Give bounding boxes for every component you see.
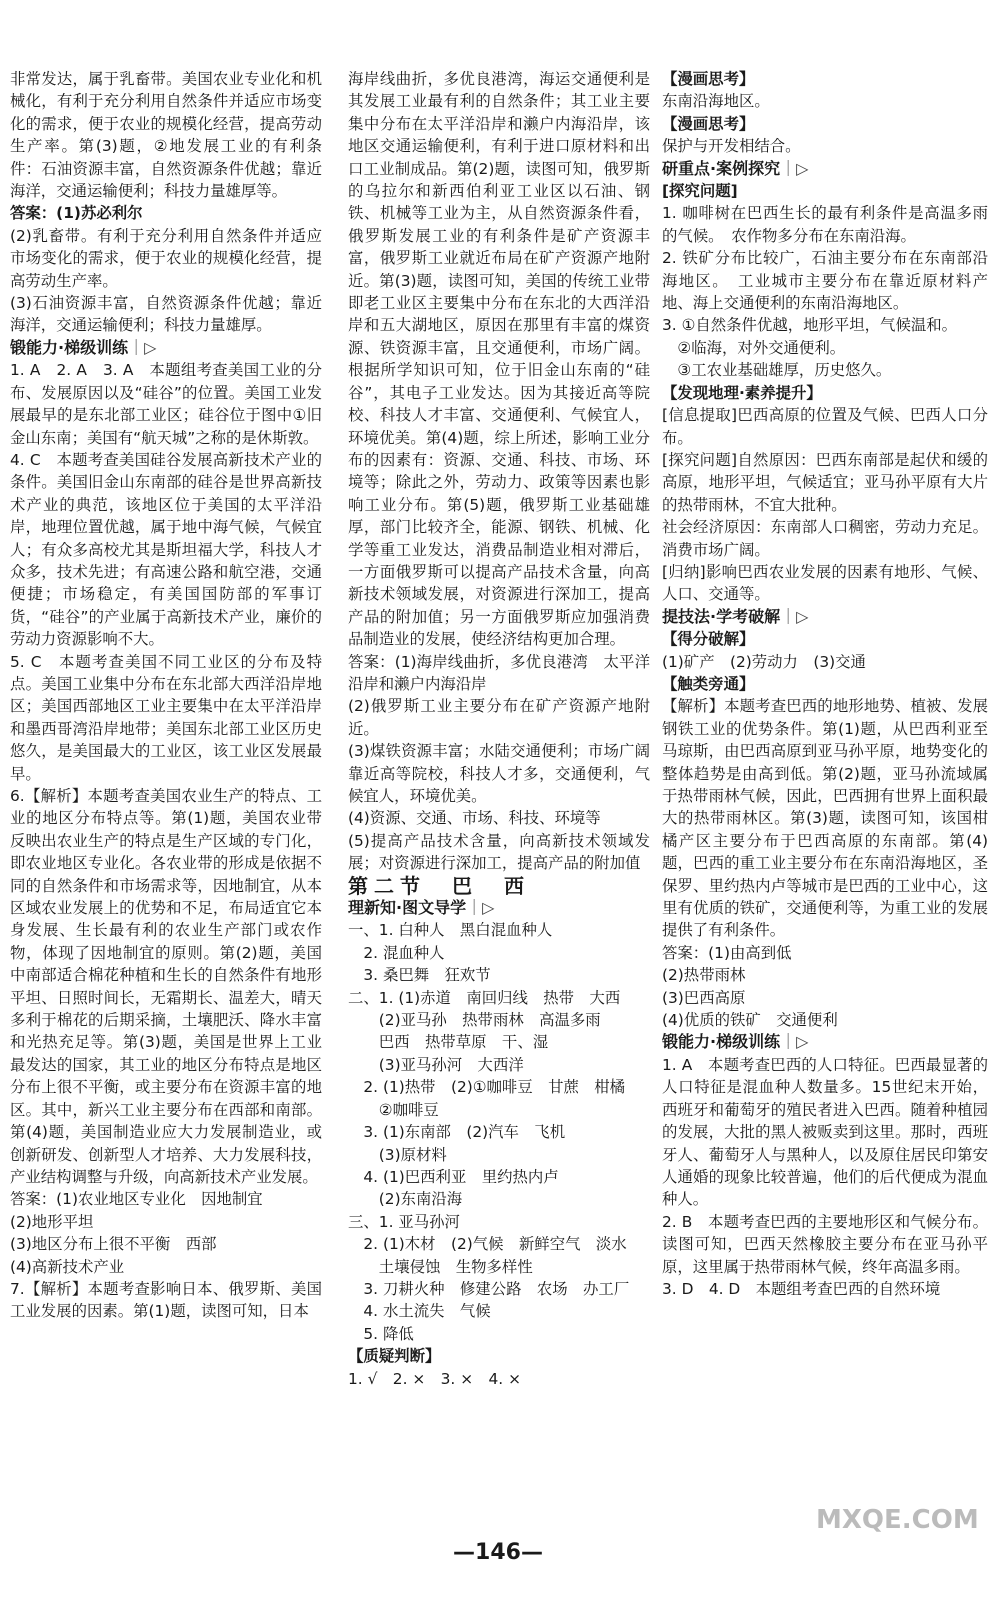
list-item: 3. 桑巴舞 狂欢节 (363, 966, 491, 985)
paragraph: ②临海，对外交通便利。 (677, 338, 846, 357)
chapter-title: 第二节 巴 西 (348, 873, 530, 898)
list-item: 2. (1)热带 (2)①咖啡豆 甘蔗 柑橘 (363, 1078, 626, 1097)
paragraph: 保护与开发相结合。 (662, 137, 801, 156)
section-heading: 提技法·学考破解｜▷ (662, 606, 809, 626)
subsection-label: 【触类旁通】 (662, 674, 755, 693)
paragraph: 社会经济原因：东南部人口稠密，劳动力充足。消费市场广阔。 (662, 518, 988, 559)
list-item: 巴西 热带草原 干、湿 (378, 1033, 549, 1052)
paragraph: 6.【解析】本题考查美国农业生产的特点、工业的地区分布特点等。第(1)题，美国农业带反映出农业生产的特点是生产区域的专门化，即农业地区专业化。各农业带的形成是依据不同的自然条件和市场需求等，因地制宜，从本区域农业发展上的优势和不足，布局适宜它本身发展、生长最有利的农业生产部门或农作物，体现了因地制宜的原则。第(2)题，美国中南部适合棉花种植和生长的自然条件有地形平坦、日照时间长，无霜期长、温差大，晴天多利于棉花的后期采摘，土壤肥沃、降水丰富和光热充足等。第(3)题，美国是世界上工业最发达的国家，其工业的地区分布特点是地区分布上很不平衡，或主要分布在资源丰富的地区。其中，新兴工业主要分布在西部和南部。第(4)题，美国制造业应大力发展制造业，或创新研发、创新型人才培养、大力发展科技，产业结构调整与升级，向高新技术产业发展。 (10, 787, 322, 1186)
subsection-label: [探究问题] (662, 182, 738, 201)
paragraph: 东南沿海地区。 (662, 92, 770, 111)
answer-line: (3)地区分布上很不平衡 西部 (10, 1235, 217, 1254)
paragraph: 2. B 本题考查巴西的主要地形区和气候分布。读图可知，巴西天然橡胶主要分布在亚马孙平原，这里属于热带雨林气候，终年高温多雨。 (662, 1212, 988, 1276)
paragraph: 1. 咖啡树在巴西生长的最有利条件是高温多雨的气候。 农作物多分布在东南沿海。 (662, 204, 988, 245)
paragraph: 4. C 本题考查美国硅谷发展高新技术产业的条件。美国旧金山东南部的硅谷是世界高新技术产业的典范，该地区位于美国的太平洋沿岸，地理位置优越，属于地中海气候，气候宜人；有众多高校尤其是斯坦福大学，科技人才众多，技术先进；有高速公路和航空港，交通便捷；市场稳定，有美国国防部的军事订货，“硅谷”的产业属于高新技术产业，廉价的劳动力资源影响不大。 (10, 450, 322, 649)
list-item: 一、1. 白种人 黑白混血种人 (348, 921, 553, 940)
list-item: 3. 刀耕火种 修建公路 农场 办工厂 (363, 1279, 630, 1298)
answer-line: (4)资源、交通、市场、科技、环境等 (348, 809, 601, 828)
list-item: 三、1. 亚马孙河 (348, 1212, 460, 1231)
subsection-label: 【发现地理·素养提升】 (662, 383, 822, 402)
paragraph: 1. A 本题考查巴西的人口特征。巴西最显著的人口特征是混血种人数量多。15世纪末开始，西班牙和葡萄牙的殖民者进入巴西。随着种植园的发展，大批的黑人被贩卖到这里。那时，西班牙人、葡萄牙人与黑种人，以及原住居民印第安人通婚的现象比较普遍，他们的后代便成为混血种人。 (662, 1055, 988, 1209)
paragraph: (1)矿产 (2)劳动力 (3)交通 (662, 652, 866, 671)
list-item: 土壤侵蚀 生物多样性 (378, 1257, 533, 1276)
subsection-label: 【漫画思考】 (662, 114, 755, 133)
list-item: 1. √ 2. × 3. × 4. × (348, 1369, 521, 1388)
paragraph: [归纳]影响巴西农业发展的因素有地形、气候、人口、交通等。 (662, 562, 988, 604)
paragraph: [探究问题]自然原因：巴西东南部是起伏和缓的高原，地形平坦，气候适宜；亚马孙平原有大片的热带雨林，不宜大批种。 (662, 450, 988, 514)
list-item: 4. (1)巴西利亚 里约热内卢 (363, 1167, 559, 1186)
column-right (662, 68, 988, 1300)
paragraph: [信息提取]巴西高原的位置及气候、巴西人口分布。 (662, 406, 988, 447)
paragraph: 2. 铁矿分布比较广，石油主要分布在东南部沿海地区。 工业城市主要分布在靠近原材料产地、海上交通便利的东南沿海地区。 (662, 249, 988, 313)
answer-label: 答案：(1)苏必利尔 (10, 204, 143, 223)
paragraph: 1. A 2. A 3. A 本题组考查美国工业的分布、发展原因以及“硅谷”的位置。美国工业发展最早的是东北部工业区；硅谷位于图中①旧金山东南；美国有“航天城”之称的是休斯敦。 (10, 361, 322, 447)
list-item: 5. 降低 (363, 1324, 414, 1343)
subsection-label: 【质疑判断】 (348, 1347, 441, 1366)
answer-line: (5)提高产品技术含量，向高新技术领域发展；对资源进行深加工，提高产品的附加值 (348, 831, 650, 873)
answer-line: (3)巴西高原 (662, 988, 746, 1007)
list-item: ②咖啡豆 (378, 1100, 439, 1119)
list-item: 2. 混血种人 (363, 943, 445, 962)
answer-line: (3)煤铁资源丰富；水陆交通便利；市场广阔 靠近高等院校，科技人才多，交通便利，气候宜人，环境优美。 (348, 742, 666, 805)
section-heading: 研重点·案例探究｜▷ (662, 158, 809, 178)
list-item: 4. 水土流失 气候 (363, 1302, 491, 1321)
answer-line: (2)地形平坦 (10, 1212, 94, 1231)
list-item: 2. (1)木材 (2)气候 新鲜空气 淡水 (363, 1235, 627, 1254)
answer-line: 答案：(1)海岸线曲折，多优良港湾 太平洋沿岸和濑户内海沿岸 (348, 652, 650, 693)
section-heading: 锻能力·梯级训练｜▷ (10, 337, 157, 357)
list-item: (3)亚马孙河 大西洋 (378, 1055, 524, 1074)
paragraph: 3. ①自然条件优越，地形平坦，气候温和。 (662, 316, 958, 335)
section-heading: 锻能力·梯级训练｜▷ (662, 1032, 809, 1052)
answer-line: (2)热带雨林 (662, 966, 746, 985)
paragraph: ③工农业基础雄厚，历史悠久。 (677, 361, 892, 380)
subsection-label: 【得分破解】 (662, 630, 755, 649)
list-item: (2)东南沿海 (378, 1190, 463, 1209)
paragraph: 海岸线曲折，多优良港湾，海运交通便利是其发展工业最有利的自然条件；其工业主要集中分布在太平洋沿岸和濑户内海沿岸，该地区交通运输便利，有利于进口原材料和出口工业制成品。第(2)题，读图可知，俄罗斯的乌拉尔和新西伯利亚工业区以石油、钢铁、机械等工业为主，从自然资源条件看，俄罗斯发展工业的有利条件是矿产资源丰富，俄罗斯工业就近布局在矿产资源产地附近。第(3)题，读图可知，美国的传统工业带即老工业区主要集中分布在东北的大西洋沿岸和五大湖地区，原因在那里有丰富的煤资源、铁资源丰富，且交通便利，市场广阔。根据所学知识可知，位于旧金山东南的“硅谷”，其电子工业发达。因为其接近高等院校、科技人才丰富、交通便利、气候宜人，环境优美。第(4)题，综上所述，影响工业分布的因素有：资源、交通、科技、市场、环境等；除此之外，劳动力、政策等因素也影响工业分布。第(5)题，俄罗斯工业基础雄厚，部门比较齐全，能源、钢铁、机械、化学等重工业发达，消费品制造业相对滞后，一方面俄罗斯可以提高产品技术含量，向高新技术领域发展，对资源进行深加工，提高产品的附加值；另一方面俄罗斯应加强消费品制造业的发展，使经济结构更加合理。 (348, 70, 650, 649)
paragraph: (3)石油资源丰富，自然资源条件优越；靠近海洋，交通运输便利；科技力量雄厚。 (10, 294, 322, 335)
paragraph: 7.【解析】本题考查影响日本、俄罗斯、美国工业发展的因素。第(1)题，读图可知，日本 (10, 1279, 322, 1321)
paragraph: 【解析】本题考查巴西的地形地势、植被、发展钢铁工业的优势条件。第(1)题，从巴西利亚至马琼斯，由巴西高原到亚马孙平原，地势变化的整体趋势是由高到低。第(2)题，亚马孙流域属于热带雨林气候，因此，巴西拥有世界上面积最大的热带雨林区。第(3)题，读图可知，该国柑橘产区主要分布于巴西高原的东南部。第(4)题，巴西的重工业主要分布在东南沿海地区，圣保罗、里约热内卢等城市是巴西的工业中心，这里有优质的铁矿，交通便利等，为重工业的发展提供了有利条件。 (662, 697, 988, 940)
answer-line: (2)俄罗斯工业主要分布在矿产资源产地附近。 (348, 697, 650, 738)
list-item: 3. (1)东南部 (2)汽车 飞机 (363, 1123, 566, 1142)
paragraph: 5. C 本题考查美国不同工业区的分布及特点。美国工业集中分布在东北部大西洋沿岸地区；美国西部地区工业主要集中在太平洋沿岸和墨西哥湾沿岸地带；美国东北部工业区历史悠久，是美国最大的工业区，该工业区发展最早。 (10, 652, 322, 783)
section-heading: 理新知·图文导学｜▷ (348, 898, 495, 918)
list-item: (3)原材料 (378, 1145, 447, 1164)
page-number: —146— (453, 1540, 543, 1565)
paragraph: 3. D 4. D 本题组考查巴西的自然环境 (662, 1279, 941, 1298)
paragraph: (2)乳畜带。有利于充分利用自然条件并适应市场变化的需求，便于农业的规模化经营，提高劳动生产率。 (10, 226, 322, 290)
watermark-logo: MXQE.COM (816, 1505, 979, 1535)
answer-line: (4)优质的铁矿 交通便利 (662, 1011, 838, 1030)
answer-line: 答案：(1)农业地区专业化 因地制宜 (10, 1190, 263, 1209)
list-item: 二、1. (1)赤道 南回归线 热带 大西 (348, 988, 621, 1007)
answer-line: (4)高新技术产业 (10, 1257, 125, 1276)
subsection-label: 【漫画思考】 (662, 70, 755, 88)
column-middle (348, 68, 666, 1390)
column-left (10, 68, 322, 1323)
paragraph: 非常发达，属于乳畜带。美国农业专业化和机械化，有利于充分利用自然条件并适应市场变化的需求，便于农业的规模化经营，提高劳动生产率。第(3)题，②地发展工业的有利条件：石油资源丰富，自然资源条件优越；靠近海洋，交通运输便利；科技力量雄厚等。 (10, 70, 322, 201)
list-item: (2)亚马孙 热带雨林 高温多雨 (378, 1011, 601, 1030)
answer-line: 答案：(1)由高到低 (662, 943, 792, 962)
